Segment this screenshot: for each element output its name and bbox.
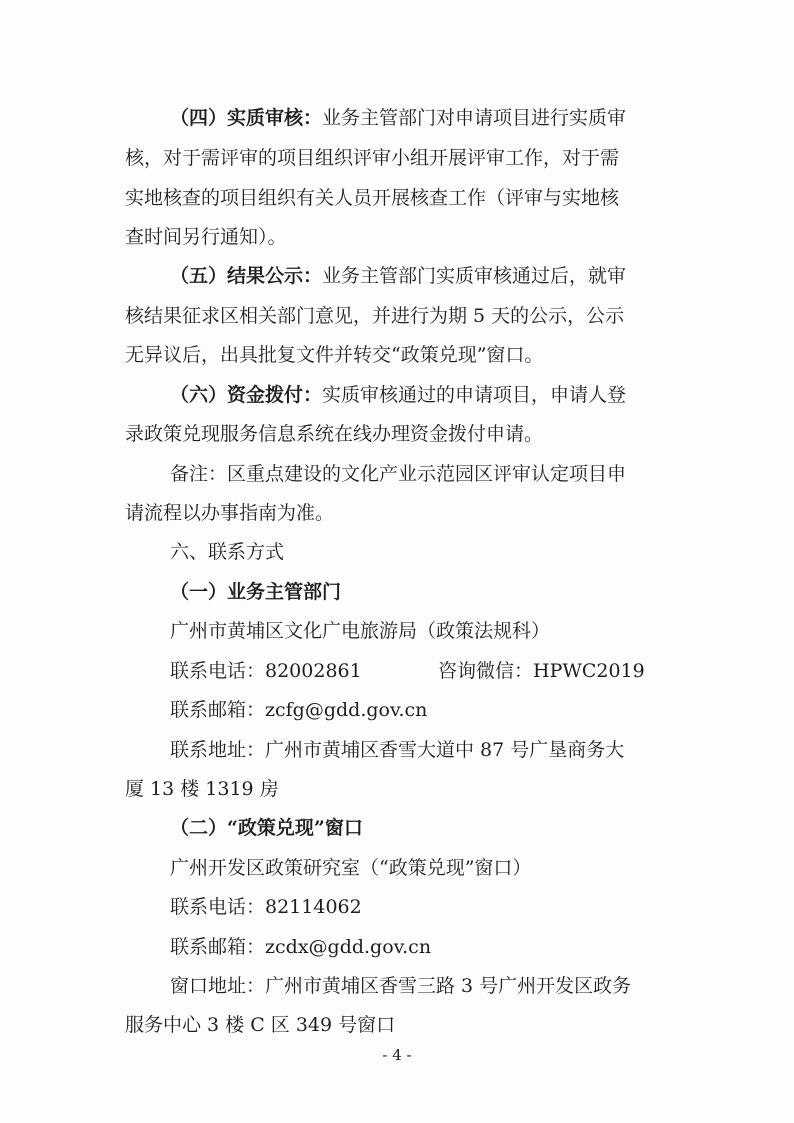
- section-4-heading: （四）实质审核：: [170, 107, 323, 129]
- section-4-text: 业务主管部门对申请项目进行实质审: [322, 107, 627, 129]
- section-5-line-1: [170, 264, 725, 288]
- contact-1-address-line-2: 厦 13 楼 1319 房: [125, 778, 279, 800]
- contact-1-org: 广州市黄埔区文化广电旅游局（政策法规科）: [170, 620, 551, 642]
- contact-1-email: 联系邮箱：zcfg@gdd.gov.cn: [170, 699, 428, 721]
- contact-1-heading: [170, 580, 725, 604]
- section-5-line-3: 无异议后，出具批复文件并转交“政策兑现”窗口。: [125, 344, 544, 366]
- contact-2-heading: [170, 816, 725, 840]
- contact-2-org: 广州开发区政策研究室（“政策兑现”窗口）: [170, 857, 532, 879]
- section-4-line-4: 查时间另行通知）。: [125, 226, 287, 248]
- section-6-text: 实质审核通过的申请项目，申请人登: [322, 384, 627, 406]
- contact-title: 六、联系方式: [170, 541, 285, 563]
- contact-2-email: 联系邮箱：zcdx@gdd.gov.cn: [170, 936, 432, 958]
- section-4-line-3: 实地核查的项目组织有关人员开展核查工作（评审与实地核: [125, 187, 620, 209]
- contact-2-phone: 联系电话：82114062: [170, 896, 362, 918]
- contact-1-phone-row: [170, 659, 725, 683]
- section-6-heading: （六）资金拨付：: [170, 384, 323, 406]
- contact-1-heading-text: （一）业务主管部门: [170, 581, 342, 603]
- contact-2-address-line-1: 窗口地址：广州市黄埔区香雪三路 3 号广州开发区政务: [170, 975, 632, 997]
- contact-1-phone: 联系电话：82002861: [170, 660, 362, 682]
- note-line-1: 备注：区重点建设的文化产业示范园区评审认定项目申: [170, 463, 627, 485]
- section-5-line-2: 核结果征求区相关部门意见，并进行为期 5 天的公示，公示: [125, 305, 625, 327]
- contact-2-address-line-2: 服务中心 3 楼 C 区 349 号窗口: [125, 1014, 396, 1036]
- section-4-line-2: 核，对于需评审的项目组织评审小组开展评审工作，对于需: [125, 147, 620, 169]
- contact-2-heading-text: （二）“政策兑现”窗口: [170, 817, 363, 839]
- section-5-text: 业务主管部门实质审核通过后，就审: [322, 265, 627, 287]
- page-number: - 4 -: [382, 1046, 412, 1064]
- contact-1-address-line-1: 联系地址：广州市黄埔区香雪大道中 87 号广垦商务大: [170, 739, 625, 761]
- section-5-heading: （五）结果公示：: [170, 265, 323, 287]
- section-6-line-1: [170, 383, 725, 407]
- section-6-line-2: 录政策兑现服务信息系统在线办理资金拨付申请。: [125, 423, 544, 445]
- contact-1-wechat: 咨询微信：HPWC2019: [438, 660, 645, 682]
- note-line-2: 请流程以办事指南为准。: [125, 502, 335, 524]
- section-4-line-1: [170, 106, 725, 130]
